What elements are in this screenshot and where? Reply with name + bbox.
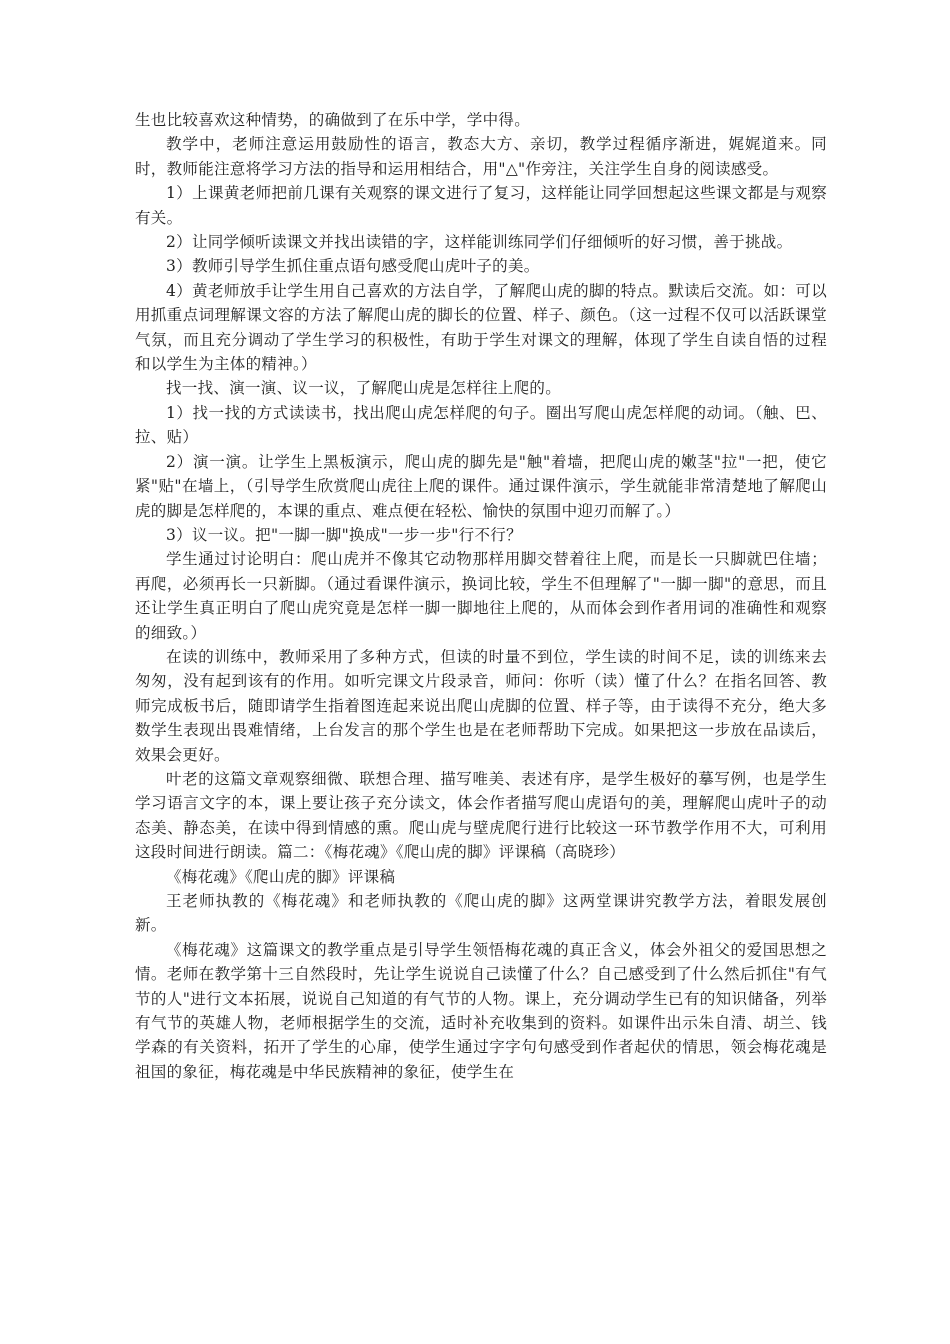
paragraph-9: 2）演一演。让学生上黑板演示，爬山虎的脚先是"触"着墙，把爬山虎的嫩茎"拉"一把，使它紧"贴"在墙上，（引导学生欣赏爬山虎往上爬的课件。通过课件演示，学生就能非常清楚地了解爬山虎的脚是怎样爬的，本课的重点、难点便在轻松、愉快的氛围中迎刃而解了。） — [135, 452, 827, 520]
paragraph-12: 在读的训练中，教师采用了多种方式，但读的时量不到位，学生读的时间不足，读的训练来去匆匆，没有起到该有的作用。如听完课文片段录音，师问：你听（读）懂了什么？在指名回答、教师完成板书后，随即请学生指着图连起来说出爬山虎脚的位置、样子等，由于读得不充分，绝大多数学生表现出畏难情绪，上台发言的那个学生也是在老师帮助下完成。如果把这一步放在品读后，效果会更好。 — [135, 647, 827, 764]
paragraph-13: 叶老的这篇文章观察细微、联想合理、描写唯美、表述有序，是学生极好的摹写例，也是学生学习语言文字的本，课上要让孩子充分读文，体会作者描写爬山虎语句的美，理解爬山虎叶子的动态美、静态美，在读中得到情感的熏。爬山虎与壁虎爬行进行比较这一环节教学作用不大，可利用这段时间进行朗读。篇二：《梅花魂》《爬山虎的脚》评课稿（高晓珍） — [135, 769, 827, 862]
paragraph-11: 学生通过讨论明白：爬山虎并不像其它动物那样用脚交替着往上爬，而是长一只脚就巴住墙；再爬，必须再长一只新脚。（通过看课件演示，换词比较，学生不但理解了"一脚一脚"的意思，而且还让学生真正明白了爬山虎究竟是怎样一脚一脚地往上爬的，从而体会到作者用词的准确性和观察的细致。） — [135, 550, 827, 642]
paragraph-16: 《梅花魂》这篇课文的教学重点是引导学生领悟梅花魂的真正含义，体会外祖父的爱国思想之情。老师在教学第十三自然段时，先让学生说说自己读懂了什么？自己感受到了什么然后抓住"有气节的人"进行文本拓展，说说自己知道的有气节的人物。课上，充分调动学生已有的知识储备，列举有气节的英雄人物，老师根据学生的交流，适时补充收集到的资料。如课件出示朱自清、胡兰、钱学森的有关资料，拓开了学生的心扉，使学生通过字字句句感受到作者起伏的情思，领会梅花魂是祖国的象征，梅花魂是中华民族精神的象征，使学生在 — [135, 940, 827, 1081]
section-title: 《梅花魂》《爬山虎的脚》评课稿 — [166, 867, 396, 886]
paragraph-1: 生也比较喜欢这种情势，的确做到了在乐中学，学中得。 — [135, 111, 531, 129]
paragraph-6: 4）黄老师放手让学生用自己喜欢的方法自学，了解爬山虎的脚的特点。默读后交流。如：可以用抓重点词理解课文容的方法了解爬山虎的脚长的位置、样子、颜色。（这一过程不仅可以活跃课堂气氛，而且充分调动了学生学习的积极性，有助于学生对课文的理解，体现了学生自读自悟的过程和以学生为主体的精神。） — [135, 281, 827, 374]
paragraph-4: 2）让同学倾听读课文并找出读错的字，这样能训练同学们仔细倾听的好习惯，善于挑战。 — [166, 233, 793, 252]
paragraph-8: 1）找一找的方式读读书，找出爬山虎怎样爬的句子。圈出写爬山虎怎样爬的动词。（触、巴、拉、贴） — [135, 403, 827, 447]
paragraph-15: 王老师执教的《梅花魂》和老师执教的《爬山虎的脚》这两堂课讲究教学方法，着眼发展创新。 — [135, 892, 827, 935]
paragraph-2: 教学中，老师注意运用鼓励性的语言，教态大方、亲切，教学过程循序渐进，娓娓道来。同时，教师能注意将学习方法的指导和运用相结合，用"△"作旁注，关注学生自身的阅读感受。 — [135, 135, 827, 178]
paragraph-7: 找一找、演一演、议一议，了解爬山虎是怎样往上爬的。 — [166, 379, 562, 398]
paragraph-3: 1）上课黄老师把前几课有关观察的课文进行了复习，这样能让同学回想起这些课文都是与观察有关。 — [135, 184, 827, 227]
paragraph-5: 3）教师引导学生抓住重点语句感受爬山虎叶子的美。 — [166, 257, 540, 276]
paragraph-10: 3）议一议。把"一脚一脚"换成"一步一步"行不行？ — [166, 525, 522, 544]
document-page — [135, 108, 827, 1084]
